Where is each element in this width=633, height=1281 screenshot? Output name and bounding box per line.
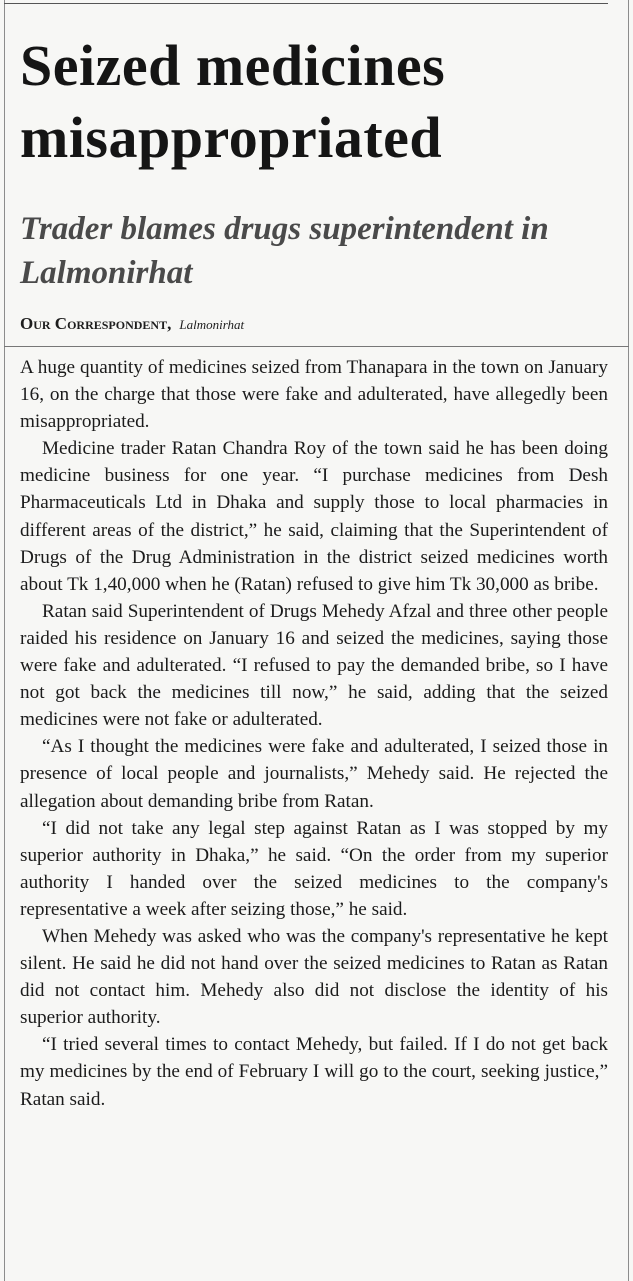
- subheadline: Trader blames drugs superintendent in Lalmonirhat: [20, 211, 549, 291]
- paragraph: “As I thought the medicines were fake and adulterated, I seized those in presence of local people and journalists,” Mehedy said. He rejected the allegation about demanding bribe from Ratan.: [20, 736, 608, 812]
- paragraph: “I did not take any legal step against Ratan as I was stopped by my superior authority in Dhaka,” he said. “On the order from my superior authority I handed over the seized medicines to the company's representative a week after seizing those,” he said.: [20, 817, 608, 920]
- byline-divider: [4, 346, 629, 347]
- byline-location: Lalmonirhat: [179, 317, 245, 332]
- article-body: [20, 354, 608, 1113]
- paragraph: “I tried several times to contact Mehedy, but failed. If I do not get back my medicines by the end of February I will go to the court, seeking justice,” Ratan said.: [20, 1034, 608, 1110]
- paragraph: When Mehedy was asked who was the company's representative he kept silent. He said he did not hand over the seized medicines to Ratan as Ratan did not contact him. Mehedy also did not disclose the identity of his superior authority.: [20, 925, 608, 1029]
- paragraph: A huge quantity of medicines seized from Thanapara in the town on January 16, on the charge that those were fake and adulterated, have allegedly been misappropriated.: [20, 357, 608, 433]
- paragraph: Ratan said Superintendent of Drugs Mehedy Afzal and three other people raided his residence on January 16 and seized the medicines, saying those were fake and adulterated. “I refused to pay the demanded bribe, so I have not got back the medicines till now,” he said, adding that the seized medicines were not fake or adulterated.: [20, 600, 608, 731]
- byline-author: Our Correspondent,: [20, 314, 172, 333]
- headline: Seized medicines misappropriated: [20, 33, 446, 170]
- top-rule: [4, 3, 608, 4]
- paragraph: Medicine trader Ratan Chandra Roy of the town said he has been doing medicine business for one year. “I purchase medicines from Desh Pharmaceuticals Ltd in Dhaka and supply those to local pharmacies in different areas of the district,” he said, claiming that the Superintendent of Drugs of the Drug Administration in the district seized medicines worth about Tk 1,40,000 when he (Ratan) refused to give him Tk 30,000 as bribe.: [20, 438, 608, 595]
- byline: [20, 314, 244, 334]
